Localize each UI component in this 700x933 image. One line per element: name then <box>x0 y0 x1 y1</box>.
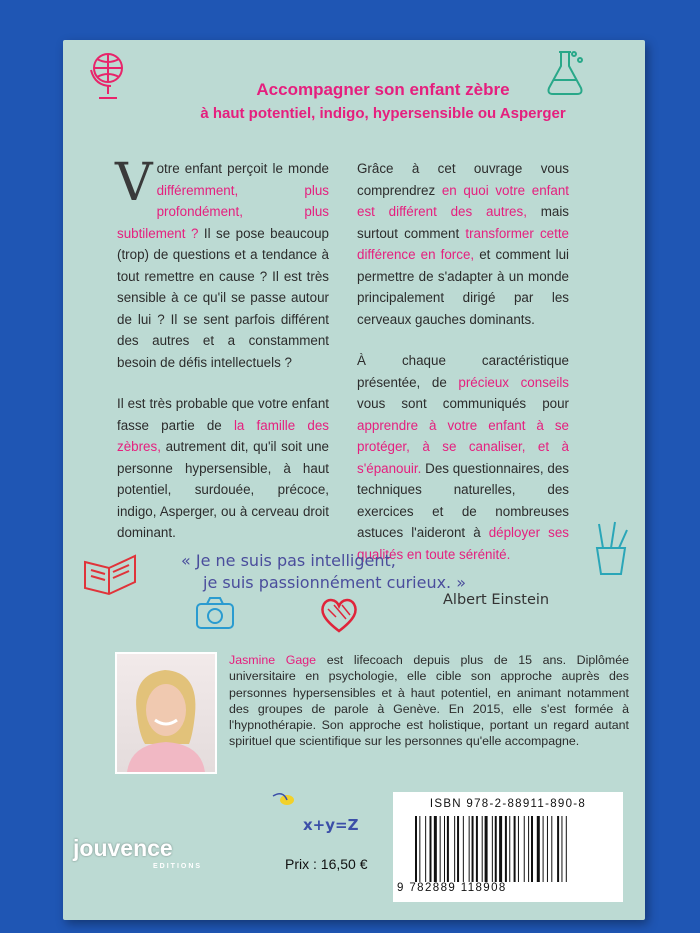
right-paragraph-2: À chaque caractéristique présentée, de précieux conseils vous sont communiqués pour apprendre à votre enfant à se protéger, à se canaliser, et à s'épanouir. Des questionnaires, des techniques naturelles, des exercices et de nombreuses astuces l'aideront à déployer ses qualités en toute sérénité. <box>357 353 569 562</box>
isbn-label: ISBN 978-2-88911-890-8 <box>429 798 587 810</box>
author-bio-text: est lifecoach depuis plus de 15 ans. Diplômée universitaire en psychologie, elle cible son approche auprès des personnes hypersensibles et à haut potentiel, en animant notamment des groupes de parole à Genève. En 2015, elle s'est formée à l'hypnothérapie. Son approche est holistique, portant un regard autant spirituel que scientifique sur les personnes qu'elle accompagne. <box>229 653 629 749</box>
left-column <box>115 153 329 564</box>
author-photo <box>115 652 217 774</box>
camera-icon <box>193 594 237 632</box>
publisher-name: jouvence <box>73 835 173 861</box>
price-label: Prix : 16,50 € <box>285 856 368 872</box>
book-subtitle: à haut potentiel, indigo, hypersensible ou Asperger <box>200 105 566 122</box>
einstein-quote <box>181 550 611 594</box>
publisher-logo <box>51 835 231 879</box>
barcode-bars <box>413 816 613 882</box>
author-bio <box>229 652 629 750</box>
equation-doodle: x+y=Z <box>303 816 359 834</box>
publisher-sub: EDITIONS <box>153 863 203 870</box>
heart-icon <box>318 595 360 635</box>
barcode-box <box>393 792 623 902</box>
book-back-cover <box>63 40 645 920</box>
left-paragraph-1: Votre enfant perçoit le monde différemment, plus profondément, plus subtilement ? Il se pose beaucoup (trop) de questions et a tendance à tout remettre en cause ? Il est très sensible à ce qu'il se passe autour de lui ? Il se sent parfois différent des autres et a constamment besoin de défis intellectuels ? <box>115 153 329 370</box>
book-title: Accompagner son enfant zèbre <box>256 80 510 99</box>
bee-doodle-icon <box>271 788 303 810</box>
right-column <box>357 158 569 585</box>
quote-line-1: « Je ne suis pas intelligent, <box>181 551 396 570</box>
drop-cap: V <box>115 153 153 213</box>
quote-line-2: je suis passionnément curieux. » <box>203 573 467 592</box>
barcode-digits: 9 782889 118908 <box>397 882 507 894</box>
author-portrait-icon <box>117 654 215 772</box>
globe-icon <box>87 48 129 104</box>
quote-author: Albert Einstein <box>443 592 550 608</box>
right-paragraph-1: Grâce à cet ouvrage vous comprendrez en quoi votre enfant est différent des autres, mais surtout comment transformer cette différence en force, et comment lui permettre de s'adapter à un monde principalement dirigé par les cerveaux gauches dominants. <box>357 161 570 327</box>
author-name: Jasmine Gage <box>229 653 317 667</box>
left-paragraph-2: Il est très probable que votre enfant fasse partie de la famille des zèbres, autrement dit, qu'il soit une personne hypersensible, à haut potentiel, surdouée, précoce, indigo, Asperger, ou à cerveau droit dominant. <box>117 396 329 540</box>
